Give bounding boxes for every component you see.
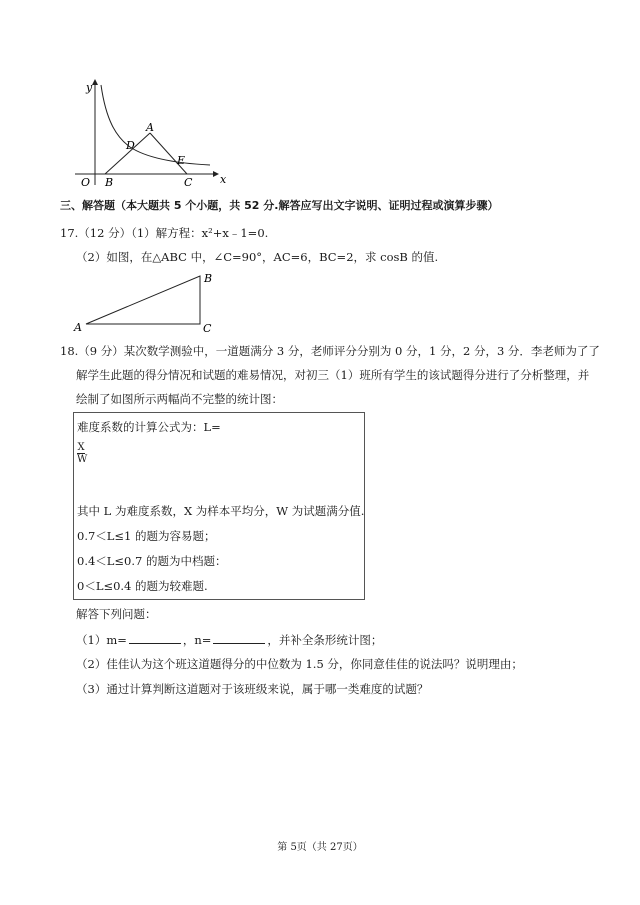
sub1-m: （1）m= bbox=[76, 633, 127, 647]
label-y: y bbox=[86, 81, 93, 94]
triangle-ABC bbox=[86, 276, 200, 324]
blank-n[interactable] bbox=[213, 632, 265, 644]
label-origin: O bbox=[81, 176, 91, 189]
q18-line1: 18.（9 分）某次数学测验中，一道题满分 3 分，老师评分分别为 0 分，1 分，2 分，3 分．李老师为了了 bbox=[60, 344, 600, 358]
q18-line3: 绘制了如图所示两幅尚不完整的统计图： bbox=[76, 392, 283, 406]
q17-line1: 17.（12 分）（1）解方程：x²+x﹣1=0. bbox=[60, 226, 269, 240]
q18-line2: 解学生此题的得分情况和试题的难易情况，对初三（1）班所有学生的该试题得分进行了分析整理，并 bbox=[76, 368, 590, 382]
page-footer: 第 5页（共 27页） bbox=[277, 842, 363, 853]
tri-label-C: C bbox=[203, 322, 212, 335]
box-hard: 0＜L≤0.4 的题为较难题. bbox=[77, 579, 208, 593]
label-E: E bbox=[177, 154, 186, 167]
box-easy: 0.7＜L≤1 的题为容易题； bbox=[77, 529, 216, 543]
box-explain: 其中 L 为难度系数，X 为样本平均分，W 为试题满分值. bbox=[77, 504, 365, 518]
blank-m[interactable] bbox=[129, 632, 181, 644]
label-D: D bbox=[126, 139, 135, 152]
label-x: x bbox=[220, 173, 227, 186]
tri-label-B: B bbox=[204, 272, 213, 285]
q18-prompt: 解答下列问题： bbox=[76, 607, 157, 621]
box-medium: 0.4＜L≤0.7 的题为中档题： bbox=[77, 554, 227, 568]
q18-sub2: （2）佳佳认为这个班这道题得分的中位数为 1.5 分，你同意佳佳的说法吗？说明理由； bbox=[76, 657, 523, 671]
sub1-n: ，n= bbox=[182, 633, 212, 647]
q18-sub3: （3）通过计算判断这道题对于该班级来说，属于哪一类难度的试题？ bbox=[76, 682, 429, 696]
hyperbola-figure bbox=[70, 75, 230, 190]
box-formula: 难度系数的计算公式为：L= bbox=[77, 420, 221, 434]
label-A: A bbox=[146, 121, 154, 134]
label-B: B bbox=[105, 176, 114, 189]
right-triangle-figure bbox=[70, 268, 220, 336]
hyperbola-curve bbox=[101, 85, 210, 165]
tri-label-A: A bbox=[74, 321, 82, 334]
frac-denominator: W bbox=[77, 454, 88, 465]
section-title: 三、解答题（本大题共 5 个小题，共 52 分.解答应写出文字说明、证明过程或演算步骤） bbox=[60, 199, 499, 212]
q18-sub1 bbox=[76, 632, 382, 647]
sub1-rest: ，并补全条形统计图； bbox=[267, 633, 383, 647]
frac-numerator: X bbox=[77, 442, 85, 453]
q17-line2: （2）如图，在△ABC 中，∠C=90°，AC=6，BC=2，求 cosB 的值. bbox=[76, 250, 439, 264]
label-C: C bbox=[184, 176, 193, 189]
fraction-X-over-W bbox=[77, 442, 88, 465]
